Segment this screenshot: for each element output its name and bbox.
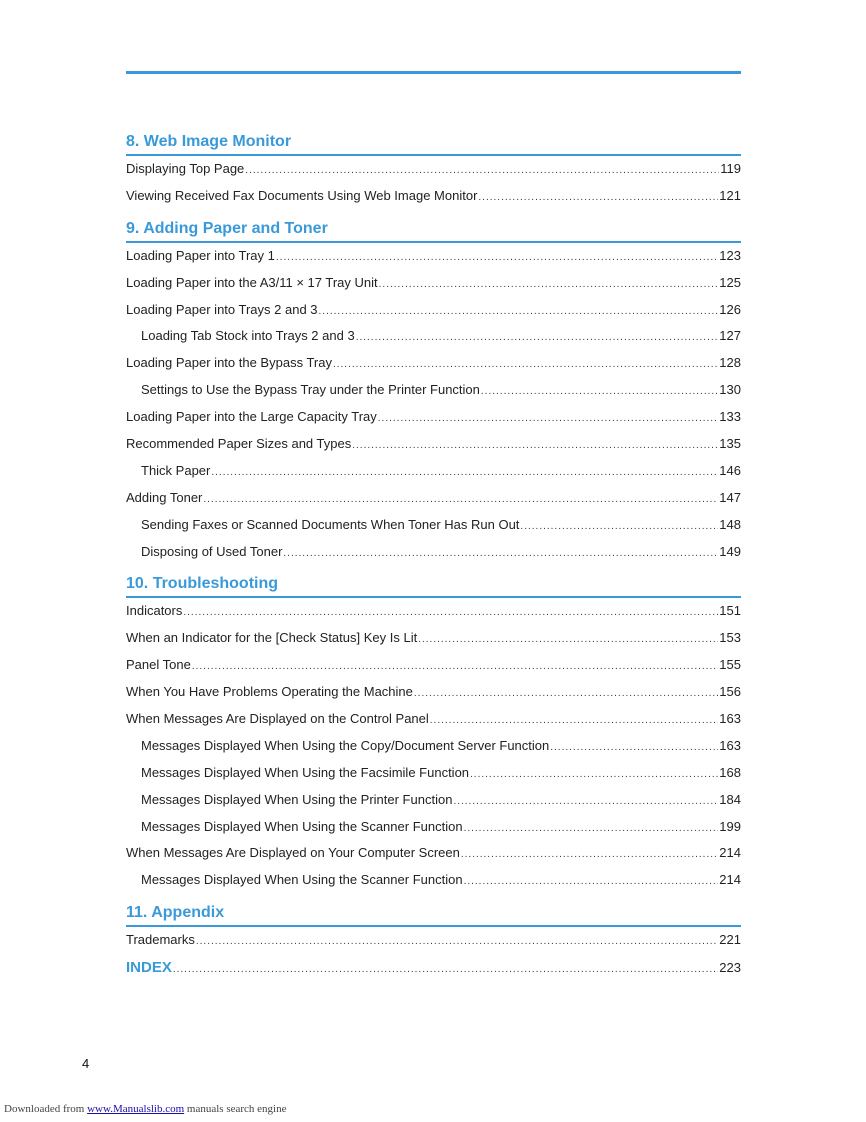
toc-subentry[interactable] [126,544,741,571]
section-heading[interactable]: 9. Adding Paper and Toner [126,215,741,243]
toc-entry[interactable] [126,161,741,188]
toc-entry-page: 151 [719,603,741,619]
download-footer [4,1103,286,1115]
toc-entry-page: 133 [719,409,741,425]
toc-entry-page: 148 [719,516,741,532]
toc-entry-page: 149 [719,543,741,559]
toc-leader-dots [550,742,718,753]
toc-entry-page: 156 [719,684,741,700]
page-number: 4 [82,1056,90,1071]
toc-leader-dots [464,823,719,834]
toc-section [126,215,741,571]
toc-entry-title: Viewing Received Fax Documents Using Web Image Monitor [126,187,478,203]
toc-entry-page: 214 [719,845,741,861]
toc-leader-dots [379,279,719,290]
toc-subentry[interactable] [126,765,741,792]
toc-subentry[interactable] [126,738,741,765]
toc-leader-dots [414,688,718,699]
toc-entry-title: When You Have Problems Operating the Machine [126,684,413,700]
toc-subentry[interactable] [126,517,741,544]
toc-entry-title: Disposing of Used Toner [141,543,283,559]
toc-leader-dots [520,521,718,532]
toc-entry-page: 135 [719,436,741,452]
toc-leader-dots [283,548,718,559]
toc-subentry[interactable] [126,819,741,846]
toc-entry-title: When an Indicator for the [Check Status] Key Is Lit [126,630,418,646]
toc-leader-dots [173,964,718,975]
toc-section [126,128,741,215]
toc-leader-dots [192,661,718,672]
toc-leader-dots [378,413,719,424]
toc-entry-page: 126 [719,301,741,317]
toc-entry-page: 127 [719,328,741,344]
toc-entry-page: 130 [719,382,741,398]
toc-leader-dots [352,440,718,451]
toc-entry[interactable] [126,845,741,872]
toc-entry-page: 128 [719,355,741,371]
toc-entry-page: 119 [720,161,741,176]
toc-entry-page: 121 [719,187,741,203]
toc-leader-dots [319,306,719,317]
toc-subentry[interactable] [126,872,741,899]
toc-entry-title: Settings to Use the Bypass Tray under the Printer Function [141,382,480,398]
toc-entry-title: Trademarks [126,932,195,948]
toc-section [126,570,741,899]
toc-leader-dots [196,936,718,947]
manualslib-link[interactable]: www.Manualslib.com [87,1103,185,1115]
toc-leader-dots [211,467,718,478]
toc-entry-title: Messages Displayed When Using the Copy/Document Server Function [141,737,550,753]
toc-entry[interactable] [126,436,741,463]
toc-leader-dots [276,252,718,263]
toc-leader-dots [245,165,719,176]
table-of-contents [126,128,741,986]
toc-entry-title: Loading Paper into the Large Capacity Tray [126,409,377,425]
toc-entry-page: 168 [719,764,741,780]
toc-entry-title: Indicators [126,603,183,619]
toc-entry-page: 214 [719,872,741,888]
footer-prefix: Downloaded from [4,1103,88,1115]
toc-leader-dots [470,769,718,780]
toc-entry-title: Messages Displayed When Using the Facsimile Function [141,764,470,780]
toc-entry[interactable] [126,932,741,959]
section-heading[interactable]: 8. Web Image Monitor [126,128,741,156]
toc-leader-dots [478,192,718,203]
toc-leader-dots [464,876,719,887]
toc-entry-title: Messages Displayed When Using the Printer Function [141,791,453,807]
toc-entry-title: Adding Toner [126,489,203,505]
toc-entry-title: Messages Displayed When Using the Scanner Function [141,872,463,888]
toc-entry[interactable] [126,248,741,275]
toc-subentry[interactable] [126,792,741,819]
toc-leader-dots [203,494,718,505]
toc-entry[interactable] [126,409,741,436]
toc-leader-dots [481,386,718,397]
toc-subentry[interactable] [126,463,741,490]
toc-entry[interactable] [126,657,741,684]
toc-entry-title: Thick Paper [141,462,211,478]
section-heading[interactable]: 11. Appendix [126,899,741,927]
toc-entry-page: 153 [719,630,741,646]
footer-suffix: manuals search engine [184,1103,287,1115]
toc-entry-title: When Messages Are Displayed on the Control Panel [126,711,429,727]
toc-leader-dots [356,332,719,343]
toc-entry-title: Displaying Top Page [126,161,245,176]
toc-entry[interactable] [126,490,741,517]
toc-entry-title: Loading Paper into the A3/11 × 17 Tray Unit [126,274,378,290]
toc-subentry[interactable] [126,328,741,355]
toc-entry-title: When Messages Are Displayed on Your Computer Screen [126,845,460,861]
toc-section [126,899,741,959]
top-rule [126,71,741,74]
toc-entry-title: Messages Displayed When Using the Scanner Function [141,818,463,834]
section-heading[interactable]: 10. Troubleshooting [126,570,741,598]
toc-leader-dots [453,796,718,807]
toc-entry-title: Loading Tab Stock into Trays 2 and 3 [141,328,355,344]
toc-entry-page: 147 [719,489,741,505]
toc-entry[interactable] [126,684,741,711]
toc-entry[interactable] [126,603,741,630]
toc-subentry[interactable] [126,382,741,409]
toc-entry-page: 163 [719,737,741,753]
toc-entry-title: Loading Paper into Tray 1 [126,247,275,263]
toc-entry-page: 184 [719,791,741,807]
toc-entry-title: Loading Paper into Trays 2 and 3 [126,301,318,317]
toc-entry-page: 123 [719,247,741,263]
toc-sections [126,128,741,959]
toc-entry[interactable] [126,188,741,215]
toc-entry-page: 125 [719,274,741,290]
toc-entry[interactable] [126,711,741,738]
toc-entry-title: Recommended Paper Sizes and Types [126,436,352,452]
toc-entry-page: 155 [719,657,741,673]
toc-entry-page: 223 [719,960,741,976]
toc-entry-title: Panel Tone [126,657,191,673]
toc-entry-title: INDEX [126,959,172,977]
toc-entry[interactable] [126,275,741,302]
toc-entry[interactable] [126,630,741,657]
toc-entry-page: 199 [719,818,741,834]
toc-entry-title: Loading Paper into the Bypass Tray [126,355,332,371]
toc-entry-page: 221 [719,932,741,948]
toc-leader-dots [461,849,718,860]
toc-leader-dots [418,634,718,645]
toc-index-entry[interactable] [126,959,741,986]
toc-entry[interactable] [126,355,741,382]
toc-entry-title: Sending Faxes or Scanned Documents When Toner Has Run Out [141,516,520,532]
toc-leader-dots [333,359,718,370]
toc-leader-dots [183,607,718,618]
toc-leader-dots [430,715,719,726]
toc-entry-page: 146 [719,462,741,478]
toc-entry[interactable] [126,302,741,329]
toc-entry-page: 163 [719,711,741,727]
